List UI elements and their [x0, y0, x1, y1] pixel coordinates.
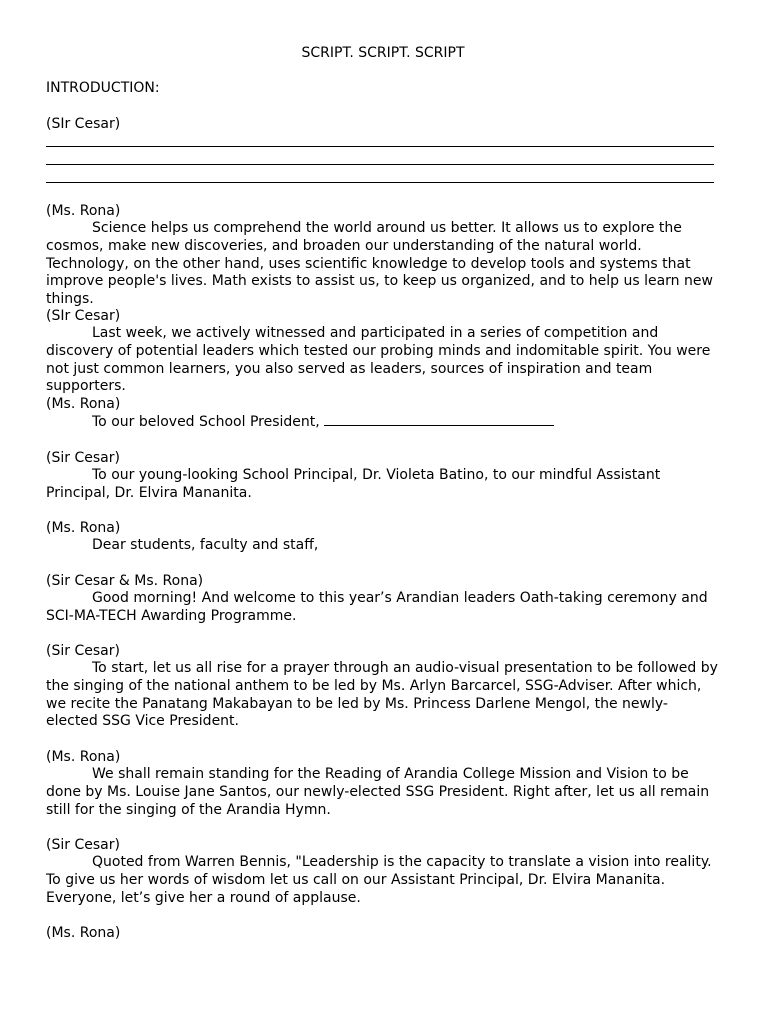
speaker-label: (Ms. Rona) [46, 203, 121, 219]
blank-write-line [46, 164, 714, 165]
speaker-label: (SIr Cesar) [46, 308, 121, 324]
script-paragraph: Good morning! And welcome to this year’s Arandian leaders Oath-taking ceremony and SCI-MA-TECH Awarding Programme. [46, 590, 708, 624]
script-paragraph: Quoted from Warren Bennis, "Leadership is the capacity to translate a vision into reality. To give us her words of wisdom let us call on our Assistant Principal, Dr. Elvira Mananita. Everyone, let’s give her a round of applause. [46, 854, 712, 906]
speaker-label: (Sir Cesar) [46, 837, 120, 853]
script-paragraph [92, 413, 554, 431]
script-paragraph: Science helps us comprehend the world around us better. It allows us to explore the cosmos, make new discoveries, and broaden our understanding of the natural world. Technology, on the other hand, uses scientific knowledge to develop tools and systems that improve people's lives. Math exists to assist us, to keep us organized, and to help us learn new things. [46, 220, 713, 308]
speaker-label: (SIr Cesar) [46, 116, 121, 132]
document-title: SCRIPT. SCRIPT. SCRIPT [301, 45, 465, 61]
blank-write-line [324, 413, 554, 426]
script-paragraph: To start, let us all rise for a prayer through an audio-visual presentation to be followed by the singing of the national anthem to be led by Ms. Arlyn Barcarcel, SSG-Adviser. After which, we recite the Panatang Makabayan to be led by Ms. Princess Darlene Mengol, the newly-elected SSG Vice President. [46, 660, 718, 730]
script-paragraph: We shall remain standing for the Reading of Arandia College Mission and Vision to be done by Ms. Louise Jane Santos, our newly-elected SSG President. Right after, let us all remain still for the singing of the Arandia Hymn. [46, 766, 710, 818]
speaker-label: (Ms. Rona) [46, 520, 121, 536]
speaker-label: (Sir Cesar & Ms. Rona) [46, 573, 204, 589]
speaker-label: (Ms. Rona) [46, 396, 121, 412]
introduction-heading: INTRODUCTION: [46, 80, 160, 96]
speaker-label: (Sir Cesar) [46, 643, 120, 659]
script-paragraph: Dear students, faculty and staff, [92, 537, 319, 553]
speaker-label: (Ms. Rona) [46, 925, 121, 941]
blank-write-line [46, 146, 714, 147]
script-text: To our beloved School President, [92, 414, 325, 430]
script-paragraph: Last week, we actively witnessed and participated in a series of competition and discovery of potential leaders which tested our probing minds and indomitable spirit. You were not just common learners, you also served as leaders, sources of inspiration and team supporters. [46, 325, 711, 395]
speaker-label: (Ms. Rona) [46, 749, 121, 765]
script-paragraph: To our young-looking School Principal, Dr. Violeta Batino, to our mindful Assistant Principal, Dr. Elvira Mananita. [46, 467, 661, 501]
blank-write-line [46, 182, 714, 183]
speaker-label: (Sir Cesar) [46, 450, 120, 466]
